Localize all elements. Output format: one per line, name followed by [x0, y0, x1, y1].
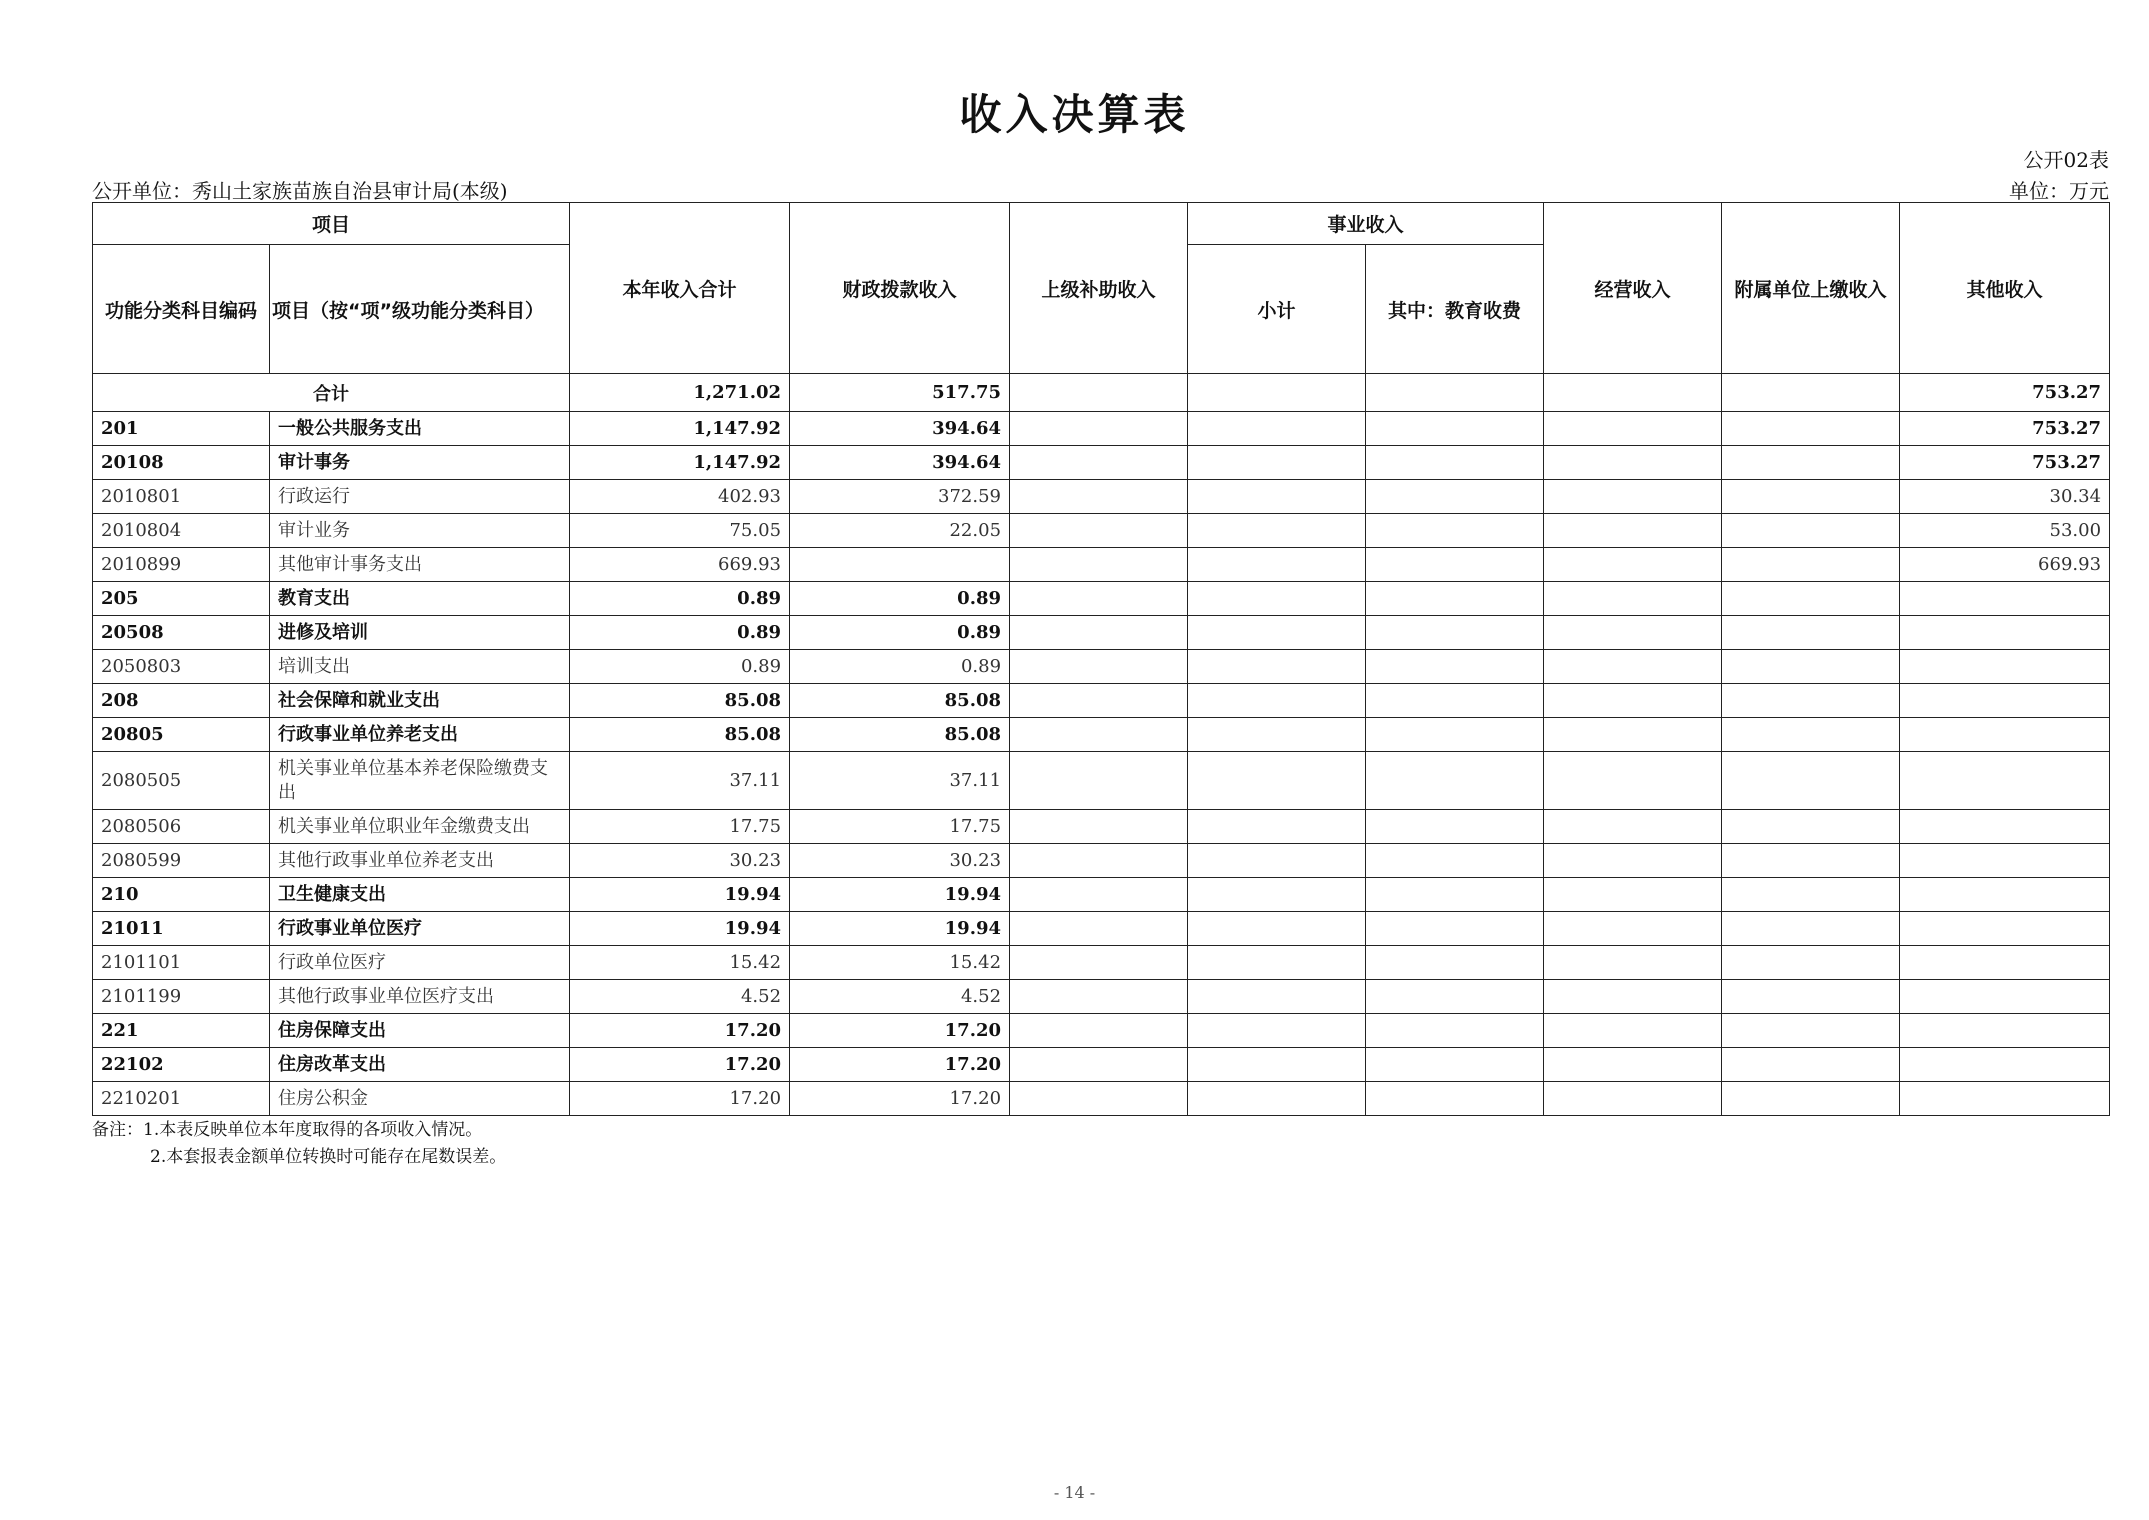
row-name: 一般公共服务支出 — [270, 412, 570, 446]
table-row — [93, 684, 2110, 718]
row-operating — [1544, 650, 1722, 684]
row-other: 753.27 — [1900, 446, 2110, 480]
table-row — [93, 844, 2110, 878]
table-row — [93, 1014, 2110, 1048]
row-name: 机关事业单位职业年金缴费支出 — [270, 810, 570, 844]
row-superior — [1010, 946, 1188, 980]
header-code: 功能分类科目编码 — [93, 245, 270, 374]
row-code: 2050803 — [93, 650, 270, 684]
row-other — [1900, 752, 2110, 810]
row-affiliated — [1722, 752, 1900, 810]
table-row — [93, 650, 2110, 684]
row-code: 2080505 — [93, 752, 270, 810]
page-title: 收入决算表 — [959, 90, 1190, 139]
row-superior — [1010, 844, 1188, 878]
row-fiscal: 17.20 — [790, 1048, 1010, 1082]
row-other — [1900, 582, 2110, 616]
total-row-fiscal: 517.75 — [790, 374, 1010, 412]
row-operating — [1544, 878, 1722, 912]
row-operating — [1544, 480, 1722, 514]
row-affiliated — [1722, 684, 1900, 718]
row-code: 205 — [93, 582, 270, 616]
row-total: 0.89 — [570, 616, 790, 650]
row-other — [1900, 1014, 2110, 1048]
row-fiscal: 0.89 — [790, 582, 1010, 616]
row-other: 669.93 — [1900, 548, 2110, 582]
row-operating — [1544, 718, 1722, 752]
row-code: 21011 — [93, 912, 270, 946]
row-superior — [1010, 878, 1188, 912]
row-superior — [1010, 684, 1188, 718]
table-row — [93, 752, 2110, 810]
row-total: 17.20 — [570, 1048, 790, 1082]
row-business-subtotal — [1188, 480, 1366, 514]
row-operating — [1544, 616, 1722, 650]
table-row — [93, 1048, 2110, 1082]
row-affiliated — [1722, 810, 1900, 844]
table-row — [93, 946, 2110, 980]
notes — [92, 1117, 506, 1171]
row-operating — [1544, 980, 1722, 1014]
row-affiliated — [1722, 1048, 1900, 1082]
row-business-subtotal — [1188, 684, 1366, 718]
row-affiliated — [1722, 616, 1900, 650]
row-operating — [1544, 1048, 1722, 1082]
row-education — [1366, 946, 1544, 980]
row-code: 2010801 — [93, 480, 270, 514]
row-affiliated — [1722, 718, 1900, 752]
total-row-education — [1366, 374, 1544, 412]
row-education — [1366, 718, 1544, 752]
row-superior — [1010, 1014, 1188, 1048]
row-superior — [1010, 810, 1188, 844]
row-name: 行政单位医疗 — [270, 946, 570, 980]
total-row-total: 1,271.02 — [570, 374, 790, 412]
header-education: 其中：教育收费 — [1366, 245, 1544, 374]
row-other — [1900, 684, 2110, 718]
row-business-subtotal — [1188, 1048, 1366, 1082]
table-row — [93, 980, 2110, 1014]
row-superior — [1010, 650, 1188, 684]
header-total: 本年收入合计 — [570, 203, 790, 374]
row-superior — [1010, 980, 1188, 1014]
row-education — [1366, 912, 1544, 946]
row-fiscal: 0.89 — [790, 650, 1010, 684]
row-business-subtotal — [1188, 548, 1366, 582]
row-education — [1366, 514, 1544, 548]
row-name: 住房公积金 — [270, 1082, 570, 1116]
header-business: 事业收入 — [1188, 203, 1544, 245]
row-total: 85.08 — [570, 718, 790, 752]
row-education — [1366, 684, 1544, 718]
row-name: 行政事业单位养老支出 — [270, 718, 570, 752]
row-education — [1366, 616, 1544, 650]
table-row — [93, 718, 2110, 752]
row-fiscal: 17.75 — [790, 810, 1010, 844]
row-affiliated — [1722, 650, 1900, 684]
row-business-subtotal — [1188, 650, 1366, 684]
table-row — [93, 1082, 2110, 1116]
table-row — [93, 446, 2110, 480]
row-business-subtotal — [1188, 844, 1366, 878]
row-name: 行政运行 — [270, 480, 570, 514]
row-total: 4.52 — [570, 980, 790, 1014]
row-business-subtotal — [1188, 752, 1366, 810]
row-name: 住房保障支出 — [270, 1014, 570, 1048]
row-fiscal: 4.52 — [790, 980, 1010, 1014]
row-name: 其他行政事业单位医疗支出 — [270, 980, 570, 1014]
row-other — [1900, 1048, 2110, 1082]
row-business-subtotal — [1188, 446, 1366, 480]
row-other — [1900, 616, 2110, 650]
row-name: 审计事务 — [270, 446, 570, 480]
row-total: 1,147.92 — [570, 412, 790, 446]
row-affiliated — [1722, 514, 1900, 548]
row-education — [1366, 1014, 1544, 1048]
row-operating — [1544, 412, 1722, 446]
row-fiscal: 372.59 — [790, 480, 1010, 514]
row-fiscal: 17.20 — [790, 1014, 1010, 1048]
row-other — [1900, 718, 2110, 752]
row-name: 行政事业单位医疗 — [270, 912, 570, 946]
row-code: 22102 — [93, 1048, 270, 1082]
row-other: 753.27 — [1900, 412, 2110, 446]
row-affiliated — [1722, 582, 1900, 616]
row-affiliated — [1722, 878, 1900, 912]
row-total: 0.89 — [570, 650, 790, 684]
row-total: 402.93 — [570, 480, 790, 514]
row-other: 30.34 — [1900, 480, 2110, 514]
row-fiscal — [790, 548, 1010, 582]
row-fiscal: 85.08 — [790, 718, 1010, 752]
row-business-subtotal — [1188, 1082, 1366, 1116]
row-superior — [1010, 548, 1188, 582]
row-operating — [1544, 548, 1722, 582]
row-fiscal: 22.05 — [790, 514, 1010, 548]
row-total: 37.11 — [570, 752, 790, 810]
row-name: 其他行政事业单位养老支出 — [270, 844, 570, 878]
row-operating — [1544, 844, 1722, 878]
row-fiscal: 15.42 — [790, 946, 1010, 980]
row-superior — [1010, 1048, 1188, 1082]
row-total: 19.94 — [570, 912, 790, 946]
total-row-operating — [1544, 374, 1722, 412]
header-subtotal: 小计 — [1188, 245, 1366, 374]
row-business-subtotal — [1188, 514, 1366, 548]
row-education — [1366, 844, 1544, 878]
row-business-subtotal — [1188, 878, 1366, 912]
row-code: 2010899 — [93, 548, 270, 582]
row-other — [1900, 810, 2110, 844]
row-name: 审计业务 — [270, 514, 570, 548]
row-code: 20108 — [93, 446, 270, 480]
row-other — [1900, 980, 2110, 1014]
row-affiliated — [1722, 912, 1900, 946]
row-education — [1366, 412, 1544, 446]
table-row — [93, 514, 2110, 548]
row-other — [1900, 650, 2110, 684]
reporting-unit: 公开单位：秀山土家族苗族自治县审计局(本级) — [92, 179, 508, 203]
row-superior — [1010, 616, 1188, 650]
row-code: 2080506 — [93, 810, 270, 844]
table-header — [93, 203, 2110, 374]
row-superior — [1010, 1082, 1188, 1116]
row-affiliated — [1722, 1082, 1900, 1116]
row-education — [1366, 480, 1544, 514]
row-business-subtotal — [1188, 1014, 1366, 1048]
row-fiscal: 37.11 — [790, 752, 1010, 810]
row-code: 20508 — [93, 616, 270, 650]
row-superior — [1010, 412, 1188, 446]
total-label: 合计 — [93, 374, 570, 412]
row-total: 30.23 — [570, 844, 790, 878]
header-affiliated: 附属单位上缴收入 — [1722, 203, 1900, 374]
row-affiliated — [1722, 980, 1900, 1014]
row-code: 2101199 — [93, 980, 270, 1014]
row-total: 17.75 — [570, 810, 790, 844]
row-total: 15.42 — [570, 946, 790, 980]
row-operating — [1544, 446, 1722, 480]
row-education — [1366, 878, 1544, 912]
row-affiliated — [1722, 844, 1900, 878]
row-other: 53.00 — [1900, 514, 2110, 548]
row-fiscal: 85.08 — [790, 684, 1010, 718]
row-total: 85.08 — [570, 684, 790, 718]
row-code: 210 — [93, 878, 270, 912]
row-superior — [1010, 446, 1188, 480]
row-business-subtotal — [1188, 912, 1366, 946]
row-total: 669.93 — [570, 548, 790, 582]
table-row — [93, 810, 2110, 844]
row-operating — [1544, 582, 1722, 616]
row-fiscal: 19.94 — [790, 878, 1010, 912]
currency-unit: 单位：万元 — [2009, 179, 2109, 203]
row-operating — [1544, 514, 1722, 548]
row-superior — [1010, 582, 1188, 616]
row-name: 培训支出 — [270, 650, 570, 684]
page-number: - 14 - — [1053, 1483, 1096, 1502]
row-education — [1366, 582, 1544, 616]
row-education — [1366, 548, 1544, 582]
row-education — [1366, 446, 1544, 480]
note-line-1: 备注：1.本表反映单位本年度取得的各项收入情况。 — [92, 1120, 483, 1140]
row-total: 75.05 — [570, 514, 790, 548]
row-name: 进修及培训 — [270, 616, 570, 650]
form-number: 公开02表 — [2023, 148, 2109, 172]
row-operating — [1544, 912, 1722, 946]
row-operating — [1544, 752, 1722, 810]
row-operating — [1544, 810, 1722, 844]
header-fiscal: 财政拨款收入 — [790, 203, 1010, 374]
row-other — [1900, 878, 2110, 912]
row-other — [1900, 1082, 2110, 1116]
row-business-subtotal — [1188, 582, 1366, 616]
header-superior: 上级补助收入 — [1010, 203, 1188, 374]
income-table — [92, 202, 2110, 1116]
row-total: 19.94 — [570, 878, 790, 912]
row-other — [1900, 844, 2110, 878]
row-fiscal: 0.89 — [790, 616, 1010, 650]
row-fiscal: 17.20 — [790, 1082, 1010, 1116]
row-code: 221 — [93, 1014, 270, 1048]
row-superior — [1010, 752, 1188, 810]
row-code: 201 — [93, 412, 270, 446]
row-education — [1366, 752, 1544, 810]
row-education — [1366, 1082, 1544, 1116]
row-business-subtotal — [1188, 810, 1366, 844]
table-row — [93, 480, 2110, 514]
total-row — [93, 374, 2110, 412]
row-fiscal: 19.94 — [790, 912, 1010, 946]
row-affiliated — [1722, 946, 1900, 980]
row-affiliated — [1722, 412, 1900, 446]
row-operating — [1544, 946, 1722, 980]
row-affiliated — [1722, 480, 1900, 514]
row-business-subtotal — [1188, 980, 1366, 1014]
row-superior — [1010, 514, 1188, 548]
header-other: 其他收入 — [1900, 203, 2110, 374]
row-superior — [1010, 912, 1188, 946]
row-education — [1366, 810, 1544, 844]
row-total: 0.89 — [570, 582, 790, 616]
total-row-affiliated — [1722, 374, 1900, 412]
row-fiscal: 394.64 — [790, 412, 1010, 446]
row-education — [1366, 980, 1544, 1014]
row-business-subtotal — [1188, 412, 1366, 446]
row-education — [1366, 650, 1544, 684]
table-row — [93, 582, 2110, 616]
table-row — [93, 616, 2110, 650]
table-row — [93, 912, 2110, 946]
row-operating — [1544, 1014, 1722, 1048]
row-business-subtotal — [1188, 616, 1366, 650]
row-total: 17.20 — [570, 1082, 790, 1116]
table-row — [93, 548, 2110, 582]
total-row-superior — [1010, 374, 1188, 412]
row-affiliated — [1722, 446, 1900, 480]
row-affiliated — [1722, 1014, 1900, 1048]
row-superior — [1010, 718, 1188, 752]
row-code: 2010804 — [93, 514, 270, 548]
row-other — [1900, 946, 2110, 980]
header-operating: 经营收入 — [1544, 203, 1722, 374]
row-affiliated — [1722, 548, 1900, 582]
header-name: 项目（按“项”级功能分类科目） — [270, 245, 570, 374]
row-code: 20805 — [93, 718, 270, 752]
note-line-2: 2.本套报表金额单位转换时可能存在尾数误差。 — [150, 1147, 507, 1167]
total-row-subtotal — [1188, 374, 1366, 412]
row-name: 机关事业单位基本养老保险缴费支出 — [270, 752, 570, 810]
row-code: 2210201 — [93, 1082, 270, 1116]
row-fiscal: 394.64 — [790, 446, 1010, 480]
total-row-other: 753.27 — [1900, 374, 2110, 412]
table-row — [93, 878, 2110, 912]
row-code: 2080599 — [93, 844, 270, 878]
row-name: 卫生健康支出 — [270, 878, 570, 912]
row-operating — [1544, 684, 1722, 718]
row-fiscal: 30.23 — [790, 844, 1010, 878]
row-name: 住房改革支出 — [270, 1048, 570, 1082]
row-name: 教育支出 — [270, 582, 570, 616]
row-total: 17.20 — [570, 1014, 790, 1048]
row-education — [1366, 1048, 1544, 1082]
row-name: 其他审计事务支出 — [270, 548, 570, 582]
table-row — [93, 412, 2110, 446]
row-business-subtotal — [1188, 718, 1366, 752]
row-other — [1900, 912, 2110, 946]
row-business-subtotal — [1188, 946, 1366, 980]
row-operating — [1544, 1082, 1722, 1116]
table-body — [93, 374, 2110, 1116]
row-code: 208 — [93, 684, 270, 718]
row-superior — [1010, 480, 1188, 514]
row-total: 1,147.92 — [570, 446, 790, 480]
row-name: 社会保障和就业支出 — [270, 684, 570, 718]
row-code: 2101101 — [93, 946, 270, 980]
header-project: 项目 — [93, 203, 570, 245]
